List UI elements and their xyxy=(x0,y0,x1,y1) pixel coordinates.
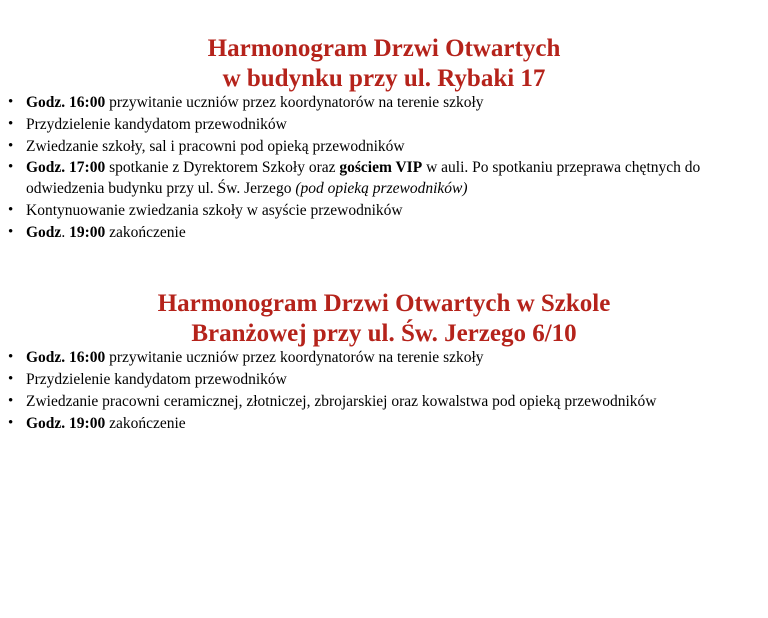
list-item-text: Przydzielenie kandydatom przewodników xyxy=(26,115,287,133)
list-item-text: 19:00 xyxy=(69,223,106,241)
list-item-text: przywitanie uczniów przez koordynatorów na terenie szkoły xyxy=(105,349,484,367)
list-item-text: w auli. Po spotkaniu przeprawa chętnych do odwiedzenia budynku przy ul. Św. Jerzego xyxy=(26,159,701,198)
section-1-schedule-list xyxy=(0,93,768,243)
list-item-text: Godz. 16:00 xyxy=(26,349,106,367)
list-item-text: Godz. 16:00 xyxy=(26,94,106,111)
list-item-text: spotkanie z Dyrektorem Szkoły oraz xyxy=(105,159,340,177)
list-item-text: Przydzielenie kandydatom przewodników xyxy=(26,371,287,389)
list-item-text: Zwiedzanie szkoły, sal i pracowni pod opieką przewodników xyxy=(26,137,405,155)
list-item-text: zakończenie xyxy=(105,414,186,432)
list-item-text: Kontynuowanie zwiedzania szkoły w asyście przewodników xyxy=(26,201,403,219)
section-1-title xyxy=(0,34,768,93)
section-1-title-line-1: Harmonogram Drzwi Otwartych xyxy=(207,35,561,62)
list-item-text: Godz xyxy=(26,223,62,241)
list-item-text: Zwiedzanie pracowni ceramicznej, złotniczej, zbrojarskiej oraz kowalstwa pod opieką przewodników xyxy=(26,392,657,410)
list-item xyxy=(0,93,768,114)
list-item-text: . xyxy=(61,223,70,241)
list-item xyxy=(0,392,768,413)
list-item xyxy=(0,370,768,391)
list-item xyxy=(0,115,768,136)
list-item-text: (pod opieką przewodników) xyxy=(295,180,468,198)
list-item xyxy=(0,414,768,435)
section-1-title-line-2: w budynku przy ul. Rybaki 17 xyxy=(222,64,546,92)
section-2-title-line-1: Harmonogram Drzwi Otwartych w Szkole xyxy=(157,290,611,318)
list-item-text: Godz. 17:00 xyxy=(26,159,106,177)
section-2-title-line-2: Branżowej przy ul. Św. Jerzego 6/10 xyxy=(191,319,577,347)
list-item xyxy=(0,137,768,158)
list-item xyxy=(0,201,768,222)
section-2-schedule-list xyxy=(0,348,768,434)
document-page xyxy=(0,34,768,618)
list-item xyxy=(0,348,768,369)
list-item-text: gościem VIP xyxy=(339,159,423,177)
list-item-text: zakończenie xyxy=(105,223,186,241)
section-2-title xyxy=(0,289,768,348)
list-item-text: przywitanie uczniów przez koordynatorów na terenie szkoły xyxy=(105,94,484,111)
list-item-text: Godz. 19:00 xyxy=(26,414,106,432)
list-item xyxy=(0,158,768,200)
list-item xyxy=(0,223,768,244)
